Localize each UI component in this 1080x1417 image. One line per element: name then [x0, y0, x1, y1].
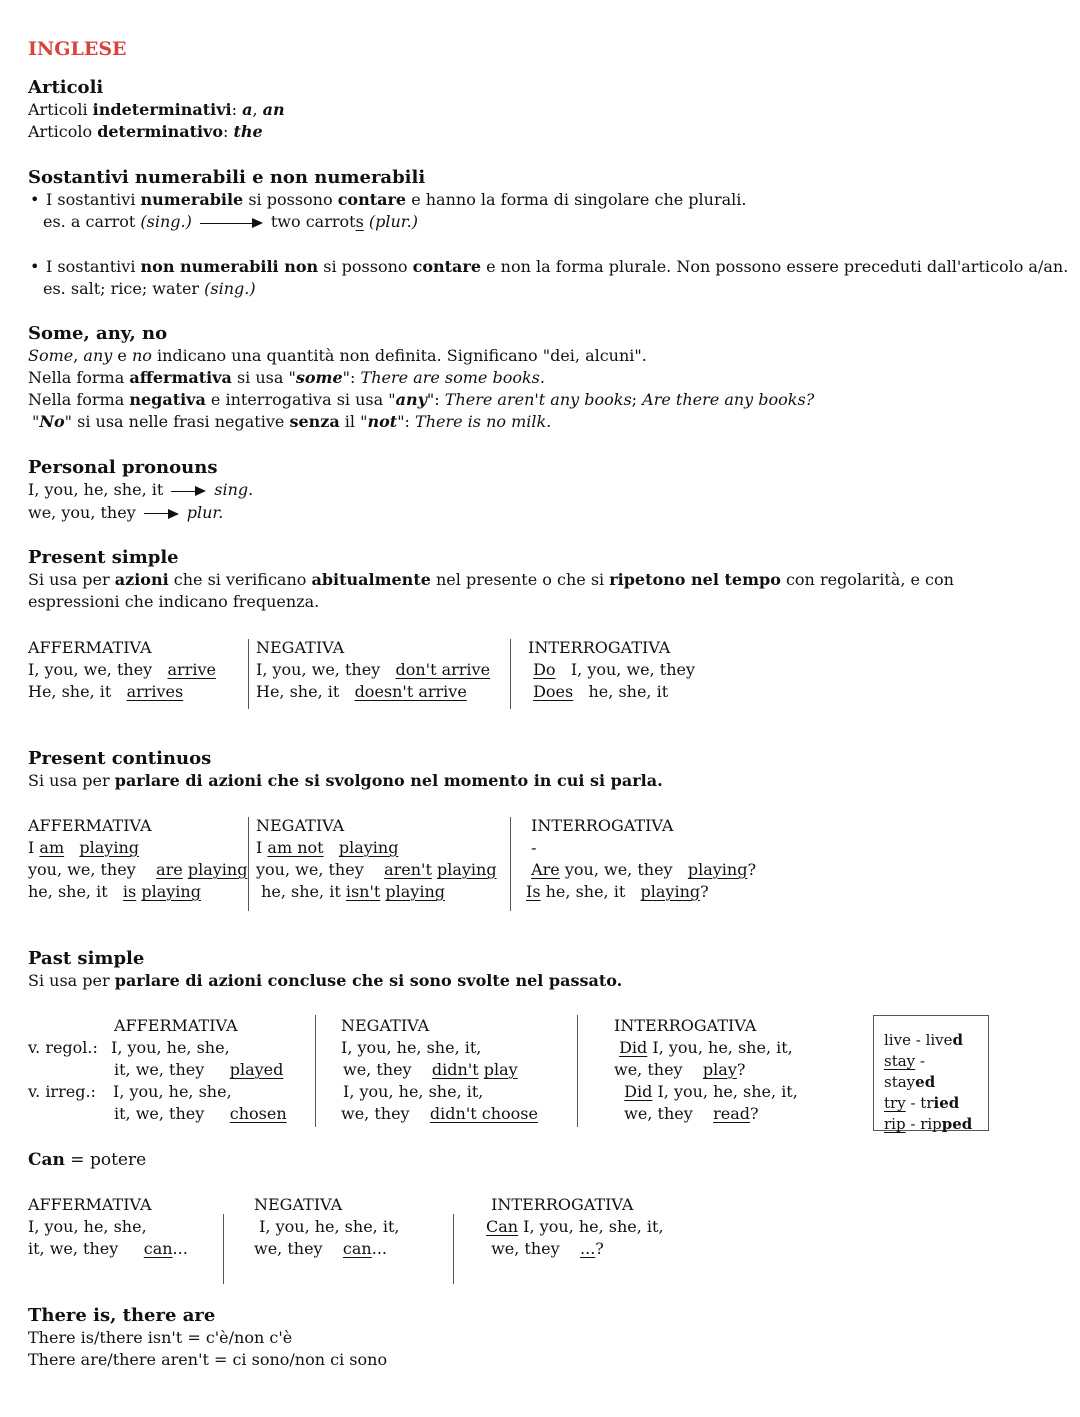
text-line: There is/there isn't = c'è/non c'è — [28, 1328, 293, 1347]
section-heading: Present continuos — [28, 748, 212, 769]
present-continuous-table — [28, 815, 1060, 911]
column-divider — [223, 1214, 224, 1284]
text-line: Nella forma affermativa si usa "some": There are some books. — [28, 368, 545, 387]
row-label-regular: v. regol.: — [28, 1038, 98, 1057]
verb-pair: stay - stayed — [884, 1052, 936, 1091]
column-divider — [577, 1015, 578, 1127]
text-line: Nella forma negativa e interrogativa si usa "any": There aren't any books; Are there any books? — [28, 390, 815, 409]
column-divider — [453, 1214, 454, 1284]
section-description: Si usa per parlare di azioni concluse che si sono svolte nel passato. — [28, 971, 623, 990]
column-header: AFFERMATIVA — [28, 638, 152, 657]
section-present-continuous — [28, 748, 1060, 792]
column-affermativa: AFFERMATIVA I am playing you, we, they are playing he, she, it is playing — [28, 816, 248, 901]
section-present-simple — [28, 547, 1060, 613]
column-interrogativa: INTERROGATIVA Did I, you, he, she, it, we, they play? Did I, you, he, she, it, we, they read? — [614, 1016, 798, 1123]
can-table — [28, 1194, 1060, 1284]
column-negativa: NEGATIVA I am not playing you, we, they aren't playing he, she, it isn't playing — [256, 816, 497, 901]
section-heading: Articoli — [28, 77, 104, 98]
section-description: Si usa per parlare di azioni che si svolgono nel momento in cui si parla. — [28, 771, 663, 790]
column-interrogativa: INTERROGATIVA Can I, you, he, she, it, we, they ...? — [486, 1195, 664, 1258]
verb-pair: rip - ripped — [884, 1115, 973, 1133]
bullet-item: • I sostantivi numerabile si possono contare e hanno la forma di singolare che plurali. — [28, 189, 1060, 211]
present-simple-table — [28, 637, 1060, 709]
column-divider — [315, 1015, 316, 1127]
text-line: Some, any e no indicano una quantità non definita. Significano "dei, alcuni". — [28, 346, 647, 365]
example-line: es. salt; rice; water (sing.) — [43, 278, 256, 298]
column-divider — [510, 639, 511, 709]
text-line: Articoli indeterminativi: a, an — [28, 100, 285, 119]
arrow-right-icon — [200, 212, 263, 234]
arrow-right-icon — [144, 502, 179, 524]
text-line: Articolo determinativo: the — [28, 122, 263, 141]
section-there-is — [28, 1305, 1060, 1371]
section-heading: Some, any, no — [28, 323, 168, 344]
column-header: INTERROGATIVA — [528, 638, 671, 657]
text-line: I, you, he, she, it sing. — [28, 479, 1060, 502]
verb-pair: live - lived — [884, 1031, 964, 1049]
column-header: INTERROGATIVA — [531, 816, 674, 835]
column-header: NEGATIVA — [254, 1195, 343, 1214]
section-description: Si usa per azioni che si verificano abitualmente nel presente o che si ripetono nel tempo con regolarità, e con espressioni che indicano frequenza. — [28, 570, 954, 611]
section-articoli — [28, 77, 1060, 143]
past-simple-table — [28, 1015, 1060, 1133]
section-heading: Past simple — [28, 948, 145, 969]
section-personal-pronouns — [28, 457, 1060, 524]
column-negativa: NEGATIVA I, you, he, she, it, we, they didn't play I, you, he, she, it, we, they didn't choose — [341, 1016, 538, 1123]
text-line: we, you, they plur. — [28, 502, 1060, 525]
column-interrogativa: INTERROGATIVA Do I, you, we, they Does he, she, it — [528, 638, 696, 701]
arrow-right-icon — [171, 480, 206, 502]
column-header: NEGATIVA — [341, 1016, 430, 1035]
column-divider — [248, 639, 249, 709]
column-header: NEGATIVA — [256, 638, 345, 657]
text-line: There are/there aren't = ci sono/non ci sono — [28, 1350, 388, 1369]
section-heading: Personal pronouns — [28, 457, 218, 478]
column-affermativa: AFFERMATIVA I, you, we, they arrive He, she, it arrives — [28, 638, 216, 701]
section-heading: Can = potere — [28, 1150, 147, 1170]
column-header: AFFERMATIVA — [28, 1195, 152, 1214]
example-line: es. a carrot (sing.) two carrots (plur.) — [28, 211, 1060, 234]
column-negativa: NEGATIVA I, you, we, they don't arrive He, she, it doesn't arrive — [256, 638, 491, 701]
column-divider — [248, 817, 249, 911]
section-heading: Present simple — [28, 547, 179, 568]
section-past-simple — [28, 948, 1060, 992]
column-interrogativa: INTERROGATIVA - Are you, we, they playing? Is he, she, it playing? — [526, 816, 757, 901]
column-header: INTERROGATIVA — [491, 1195, 634, 1214]
section-heading: There is, there are — [28, 1305, 216, 1326]
column-header: AFFERMATIVA — [28, 816, 152, 835]
column-negativa: NEGATIVA I, you, he, she, it, we, they can... — [254, 1195, 400, 1258]
section-heading: Sostantivi numerabili e non numerabili — [28, 167, 426, 188]
column-affermativa: AFFERMATIVA I, you, he, she, it, we, they played I, you, he, she, it, we, they chosen — [111, 1016, 287, 1123]
section-sostantivi — [28, 167, 1069, 300]
text-line: "No" si usa nelle frasi negative senza il "not": There is no milk. — [32, 412, 552, 431]
column-header: AFFERMATIVA — [114, 1016, 238, 1035]
section-can — [28, 1149, 1060, 1171]
document-title: INGLESE — [28, 38, 127, 60]
verb-pair: try - tried — [884, 1094, 960, 1112]
column-header: NEGATIVA — [256, 816, 345, 835]
section-some-any-no — [28, 323, 1060, 433]
column-header: INTERROGATIVA — [614, 1016, 757, 1035]
column-affermativa: AFFERMATIVA I, you, he, she, it, we, they can... — [28, 1195, 188, 1258]
row-label-irregular: v. irreg.: — [28, 1082, 96, 1101]
bullet-item: • I sostantivi non numerabili non si possono contare e non la forma plurale. Non possono essere preceduti dall'articolo a/an. — [28, 256, 1060, 278]
column-divider — [510, 817, 511, 911]
regular-verbs-box — [873, 1015, 989, 1131]
